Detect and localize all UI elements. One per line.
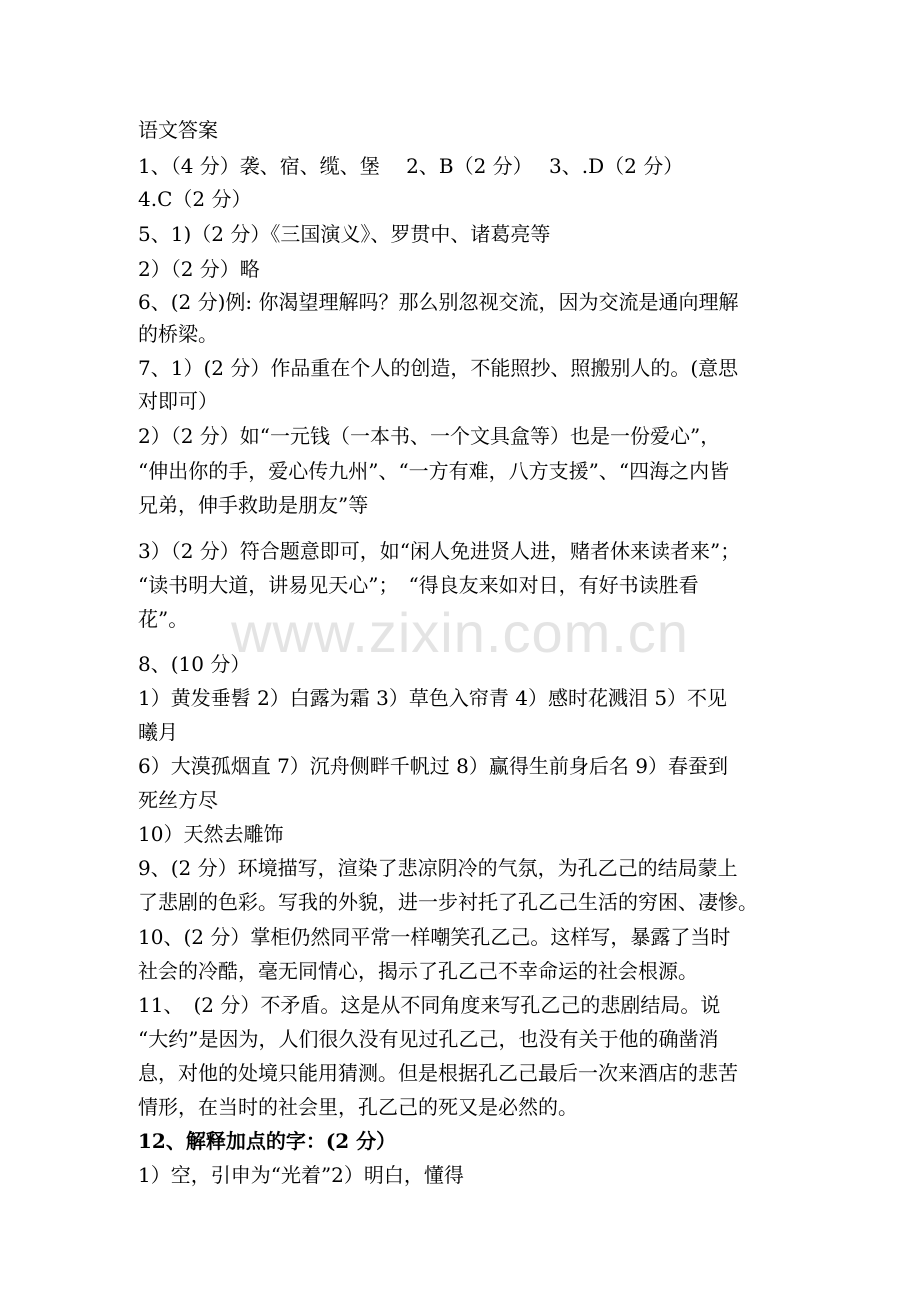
- answer-line: 了悲剧的色彩。写我的外貌，进一步衬托了孔乙己生活的穷困、凄惨。: [138, 890, 758, 914]
- answer-line: 死丝方尽: [138, 788, 218, 812]
- answer-line: 情形，在当时的社会里，孔乙己的死又是必然的。: [138, 1095, 578, 1119]
- answer-line: “读书明大道，讲易见天心”； “得良友来如对日，有好书读胜看: [138, 573, 699, 597]
- answer-line: “大约”是因为，人们很久没有见过孔乙己，也没有关于他的确凿消: [138, 1027, 719, 1051]
- answer-line-heading: 12、解释加点的字：(2 分）: [138, 1129, 397, 1153]
- answer-line: 1、（4 分）袭、宿、缆、堡 2、B（2 分） 3、.D（2 分）: [138, 154, 684, 178]
- answer-line: 10）天然去雕饰: [138, 822, 284, 846]
- answer-line: 3）（2 分）符合题意即可，如“闲人免进贤人进，赌者休来读者来”；: [138, 539, 741, 563]
- answer-line: 兄弟，伸手救助是朋友”等: [138, 493, 369, 517]
- answer-line: 花”。: [138, 607, 189, 631]
- answer-line: 5、1)（2 分）《三国演义》、罗贯中、诸葛亮等: [138, 222, 551, 246]
- answer-line: 8、(10 分）: [138, 652, 251, 676]
- answer-line: 11、 (2 分）不矛盾。这是从不同角度来写孔乙己的悲剧结局。说: [138, 993, 721, 1017]
- answer-line: 6）大漠孤烟直 7）沉舟侧畔千帆过 8）赢得生前身后名 9）春蚕到: [138, 754, 728, 778]
- answer-line: 10、(2 分）掌柜仍然同平常一样嘲笑孔乙己。这样写，暴露了当时: [138, 925, 731, 949]
- answer-line: 对即可）: [138, 389, 218, 413]
- answer-line: 2）（2 分）如“一元钱（一本书、一个文具盒等）也是一份爱心”，: [138, 424, 721, 448]
- answer-line: “伸出你的手，爱心传九州”、“一方有难，八方支援”、“四海之内皆: [138, 459, 730, 483]
- answer-line: 1）黄发垂髫 2）白露为霜 3）草色入帘青 4）感时花溅泪 5）不见: [138, 686, 728, 710]
- document-title: 语文答案: [138, 118, 218, 142]
- watermark-text: www.zixin.com.cn: [231, 601, 689, 664]
- answer-line: 6、(2 分)例: 你渴望理解吗？那么别忽视交流，因为交流是通向理解: [138, 290, 739, 314]
- answer-line: 曦月: [138, 720, 178, 744]
- answer-line: 7、1）(2 分）作品重在个人的创造，不能照抄、照搬别人的。(意思: [138, 356, 739, 380]
- answer-line: 的桥梁。: [138, 322, 218, 346]
- answer-line: 9、(2 分）环境描写，渲染了悲凉阴冷的气氛，为孔乙己的结局蒙上: [138, 856, 738, 880]
- answer-line: 2）（2 分）略: [138, 257, 260, 281]
- answer-line: 社会的冷酷，毫无同情心，揭示了孔乙己不幸命运的社会根源。: [138, 959, 698, 983]
- answer-line: 息，对他的处境只能用猜测。但是根据孔乙己最后一次来酒店的悲苦: [138, 1061, 738, 1085]
- answer-line: 1）空，引申为“光着”2）明白，懂得: [138, 1163, 464, 1187]
- answer-line: 4.C（2 分）: [138, 187, 252, 211]
